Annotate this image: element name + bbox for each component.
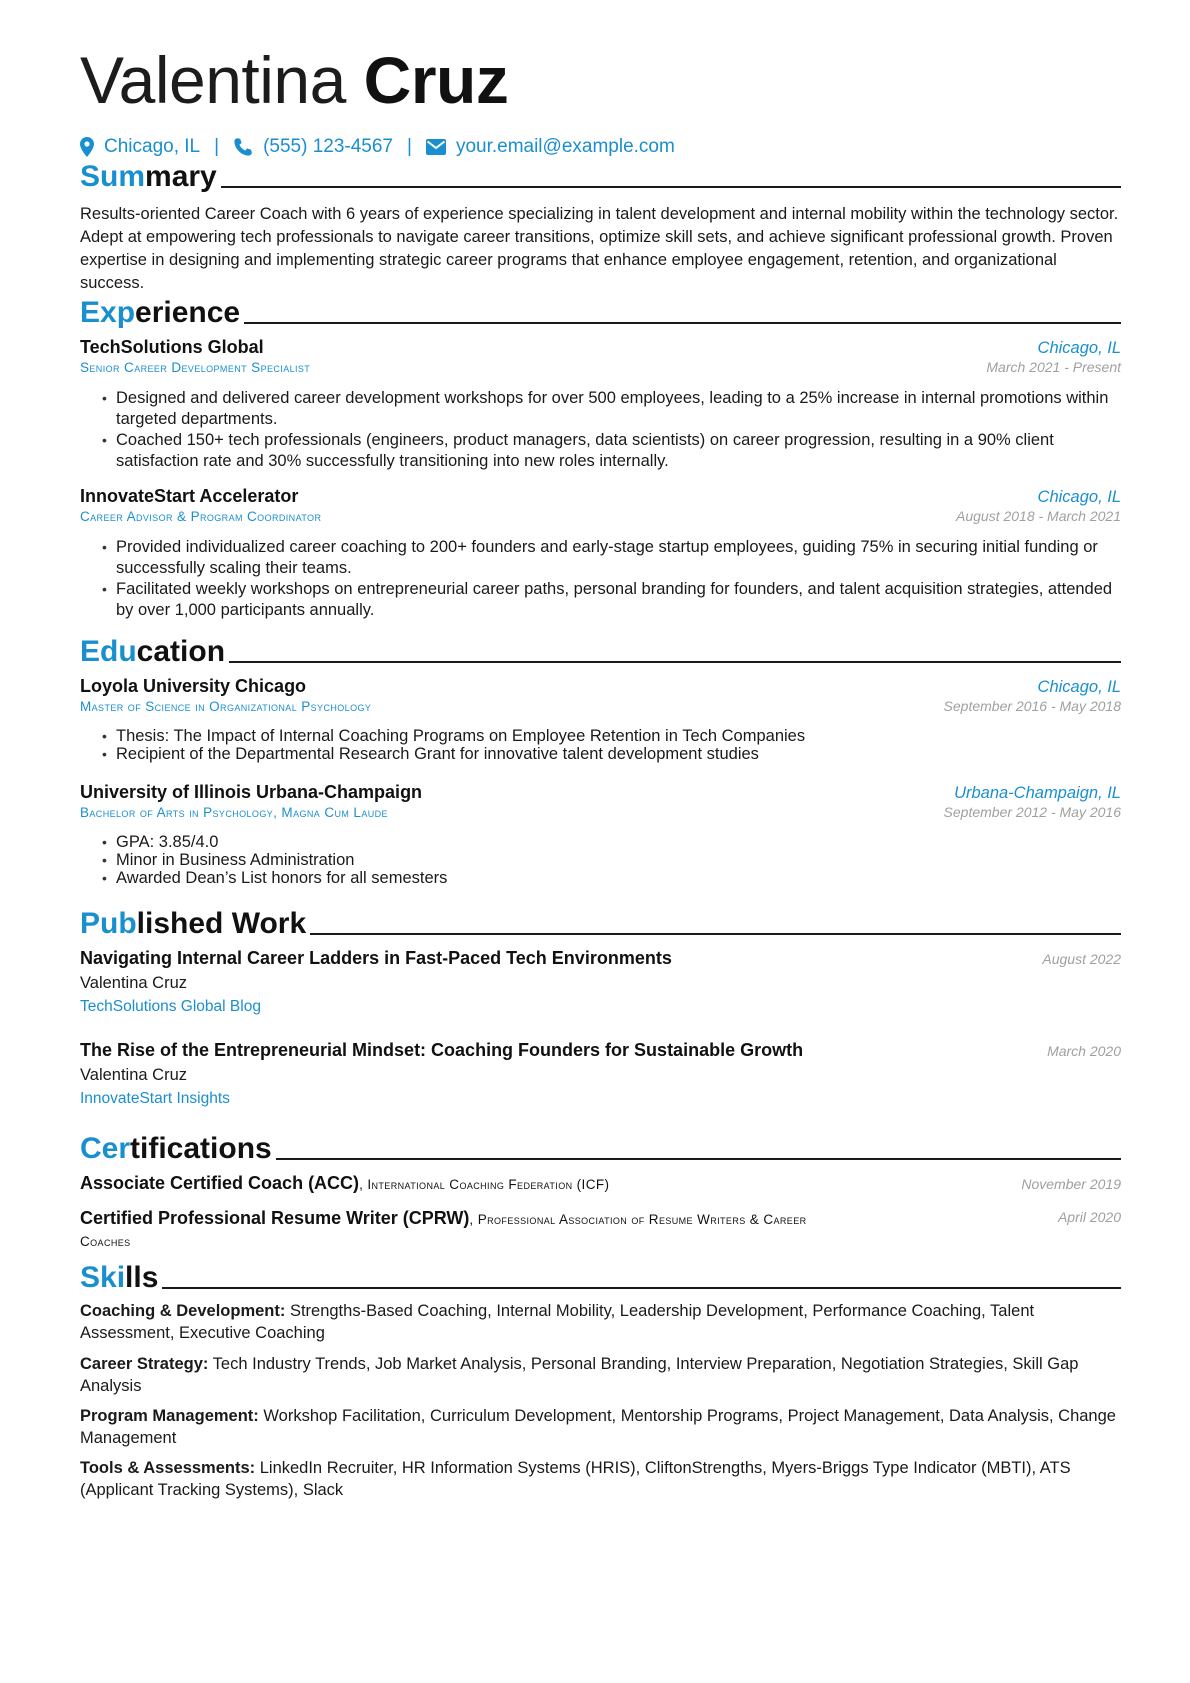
certifications-section [80,1127,1121,1167]
skill-category: Tools & Assessments: [80,1459,256,1477]
skill-category: Coaching & Development: [80,1302,286,1320]
last-name: Cruz [363,43,509,117]
section-title: Skills [80,1261,159,1294]
entry-dates: March 2021 - Present [986,359,1121,375]
section-divider [310,933,1121,935]
publication-entry [80,1040,1121,1108]
experience-entry [80,337,1121,472]
publication-title: Navigating Internal Career Ladders in Fast-Paced Tech Environments [80,948,672,968]
certification-entry [80,1173,1121,1194]
education-entry [80,676,1121,763]
skill-items: Workshop Facilitation, Curriculum Development, Mentorship Programs, Project Management, Data Analysis, Change Management [80,1407,1116,1447]
skill-line [80,1405,1121,1449]
experience-section [80,291,1121,331]
certification-name: Certified Professional Resume Writer (CPRW) [80,1208,470,1228]
summary-section [80,155,1121,295]
certification-entry [80,1207,1121,1253]
education-section [80,630,1121,670]
skill-category: Program Management: [80,1407,259,1425]
publication-venue[interactable]: InnovateStart Insights [80,1090,230,1107]
entry-location: Chicago, IL [1037,339,1121,357]
entry-bullets [80,537,1121,621]
phone-icon [233,137,263,157]
bullet-item: • Provided individualized career coaching to 200+ founders and early-stage startup employees, guiding 75% in securing initial funding or successfully scaling their teams. [116,537,1121,579]
entry-bullets [80,727,1121,763]
resume-name [80,40,508,120]
publication-entry [80,948,1121,1016]
entry-organization: Loyola University Chicago [80,676,307,696]
location-text: Chicago, IL [104,136,201,157]
entry-organization: InnovateStart Accelerator [80,486,299,506]
phone-text[interactable]: (555) 123-4567 [263,136,393,157]
publication-author: Valentina Cruz [80,974,188,992]
bullet-item: • Coached 150+ tech professionals (engineers, product managers, data scientists) on career progression, resulting in a 90% client satisfaction rate and 30% successfully transitioning into new roles internally. [116,430,1121,472]
entry-location: Urbana-Champaign, IL [954,784,1121,802]
entry-role: Career Advisor & Program Coordinator [80,509,322,524]
section-title: Summary [80,160,217,193]
entry-organization: University of Illinois Urbana-Champaign [80,782,423,802]
skill-line [80,1300,1121,1344]
section-divider [276,1158,1121,1160]
certification-issuer: , Professional Association of Resume Writers & Career Coaches [80,1212,807,1249]
entry-organization: TechSolutions Global [80,337,264,357]
bullet-item: • GPA: 3.85/4.0 [116,833,1121,851]
entry-location: Chicago, IL [1037,488,1121,506]
contact-separator: | [407,136,412,157]
section-title: Certifications [80,1132,272,1165]
bullet-item: • Thesis: The Impact of Internal Coaching Programs on Employee Retention in Tech Companies [116,727,1121,745]
section-divider [221,186,1121,188]
map-pin-icon [80,137,104,157]
entry-role: Senior Career Development Specialist [80,360,311,375]
certification-date: November 2019 [1021,1176,1121,1192]
bullet-item: • Awarded Dean’s List honors for all semesters [116,869,1121,887]
publication-date: March 2020 [1047,1043,1121,1059]
section-divider [162,1287,1121,1289]
section-divider [244,322,1121,324]
entry-bullets [80,388,1121,472]
publication-venue[interactable]: TechSolutions Global Blog [80,998,261,1015]
skill-items: Strengths-Based Coaching, Internal Mobility, Leadership Development, Performance Coaching, Talent Assessment, Executive Coaching [80,1302,1035,1342]
section-title: Published Work [80,907,307,940]
publication-title: The Rise of the Entrepreneurial Mindset: Coaching Founders for Sustainable Growth [80,1040,804,1060]
first-name: Valentina [80,43,346,117]
bullet-item: • Recipient of the Departmental Research Grant for innovative talent development studies [116,745,1121,763]
section-divider [229,661,1121,663]
publication-date: August 2022 [1042,951,1121,967]
entry-dates: September 2012 - May 2016 [943,804,1121,820]
bullet-item: • Minor in Business Administration [116,851,1121,869]
entry-bullets [80,833,1121,887]
skill-items: LinkedIn Recruiter, HR Information Systems (HRIS), CliftonStrengths, Myers-Briggs Type Indicator (MBTI), ATS (Applicant Tracking Systems), Slack [80,1459,1071,1499]
entry-role: Master of Science in Organizational Psychology [80,699,372,714]
experience-entry [80,486,1121,621]
skill-items: Tech Industry Trends, Job Market Analysis, Personal Branding, Interview Preparation, Negotiation Strategies, Skill Gap Analysis [80,1355,1079,1395]
bullet-item: • Facilitated weekly workshops on entrepreneurial career paths, personal branding for founders, and talent acquisition strategies, attended by over 1,000 participants annually. [116,579,1121,621]
certification-issuer: , International Coaching Federation (ICF) [359,1177,610,1192]
section-title: Education [80,635,226,668]
section-title: Experience [80,296,241,329]
contact-separator: | [214,136,220,157]
entry-dates: September 2016 - May 2018 [943,698,1121,714]
bullet-item: • Designed and delivered career development workshops for over 500 employees, leading to a 25% increase in internal promotions within targeted departments. [116,388,1121,430]
skills-section [80,1256,1121,1296]
certification-date: April 2020 [1057,1209,1121,1225]
published-work-section [80,902,1121,942]
email-link[interactable]: your.email@example.com [455,136,675,157]
publication-author: Valentina Cruz [80,1066,188,1084]
education-entry [80,782,1121,887]
envelope-icon [426,139,456,155]
entry-dates: August 2018 - March 2021 [956,508,1121,524]
entry-role: Bachelor of Arts in Psychology, Magna Cum Laude [80,805,388,820]
skill-line [80,1457,1121,1501]
entry-location: Chicago, IL [1037,678,1121,696]
summary-text: Results-oriented Career Coach with 6 years of experience specializing in talent development and internal mobility within the technology sector. Adept at empowering tech professionals to navigate career transitions, optimize skill sets, and achieve significant professional growth. Proven expertise in designing and implementing strategic career programs that enhance employee engagement, retention, and organizational success. [80,205,1119,292]
skill-line [80,1353,1121,1397]
certification-name: Associate Certified Coach (ACC) [80,1173,360,1193]
skill-category: Career Strategy: [80,1355,209,1373]
